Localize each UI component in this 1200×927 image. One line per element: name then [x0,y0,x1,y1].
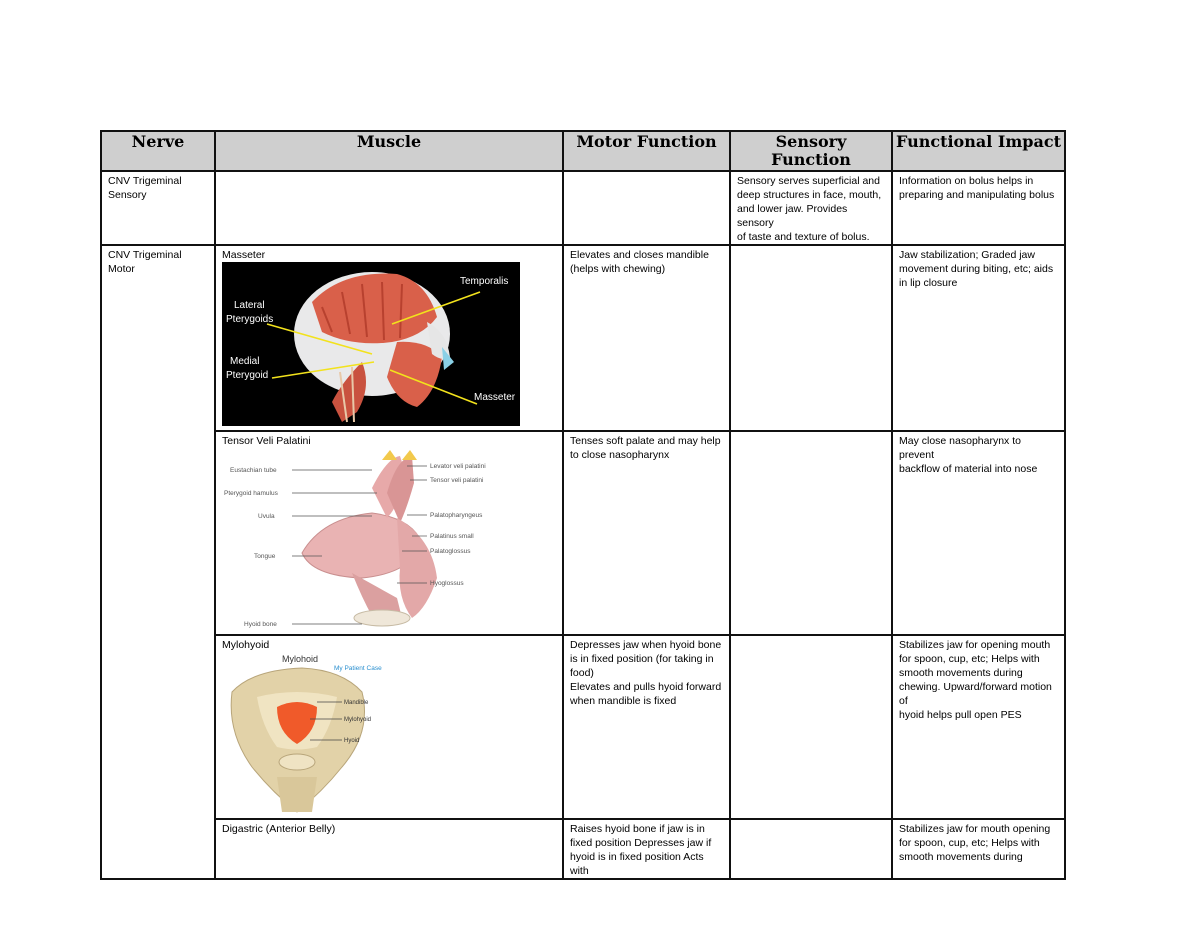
muscle-cell [215,819,563,879]
impact-text: Jaw stabilization; Graded jaw movement during biting, etc; aids in lip closure [899,249,1054,289]
label-palatopharyngeus: Palatopharyngeus [430,512,483,519]
impact-cell [892,635,1065,819]
impact-text: Information on bolus helps in preparing and manipulating bolus [899,175,1055,201]
tensor-veli-palatini-figure [222,448,512,630]
impact-text: Stabilizes jaw for mouth opening for spoon, cup, etc; Helps with smooth movements during [899,823,1051,863]
nerve-cell [101,245,215,879]
motor-cell [563,819,730,879]
table-row [101,171,1065,245]
brand-logo: My Patient Case [334,665,382,672]
label-hyoid: Hyoid [344,738,360,744]
impact-text: May close nasopharynx to prevent backflow of material into nose [899,435,1038,475]
label-palatoglossus: Palatoglossus [430,548,471,555]
label-hyoglossus: Hyoglossus [430,580,464,587]
header-row [101,131,1065,171]
sensory-cell [730,431,892,635]
muscle-cell [215,635,563,819]
label-levator-veli-palatini: Levator veli palatini [430,463,486,470]
muscle-cell [215,245,563,431]
motor-cell [563,431,730,635]
sensory-cell [730,635,892,819]
impact-text: Stabilizes jaw for opening mouth for spoon, cup, etc; Helps with smooth movements during chewing. Upward/forward motion of hyoid helps pull open PES [899,639,1052,721]
muscle-name: Tensor Veli Palatini [222,435,311,447]
label-pterygoid: Pterygoid [226,370,269,381]
mylohyoid-figure [222,652,422,814]
label-pterygoid-hamulus: Pterygoid hamulus [224,490,278,497]
sensory-cell [730,171,892,245]
label-uvula: Uvula [258,513,275,520]
header-motor-function: Motor Function [563,131,730,171]
table-row [101,819,1065,879]
header-functional-impact: Functional Impact [892,131,1065,171]
impact-cell [892,819,1065,879]
label-tongue: Tongue [254,553,276,560]
motor-cell [563,635,730,819]
header-muscle: Muscle [215,131,563,171]
figure-title: Mylohoid [282,654,319,664]
sensory-cell [730,819,892,879]
muscle-text: Digastric (Anterior Belly) [222,823,336,835]
label-mylohyoid: Mylohyoid [344,717,372,723]
masseter-figure [222,262,520,426]
impact-cell [892,431,1065,635]
motor-cell [563,171,730,245]
nerve-text: CNV Trigeminal Motor [108,249,182,275]
nerve-cell [101,171,215,245]
motor-text: Raises hyoid bone if jaw is in fixed position Depresses jaw if hyoid is in fixed position Acts with [570,823,712,877]
label-medial: Medial [230,356,260,367]
label-masseter: Masseter [474,392,516,403]
label-tensor-veli-palatini: Tensor veli palatini [430,477,484,484]
motor-text: Depresses jaw when hyoid bone is in fixed position (for taking in food) Elevates and pulls hyoid forward when mandible is fixed [570,639,722,707]
label-lateral: Lateral [234,300,265,311]
cranial-nerve-table [100,130,1066,880]
motor-text: Tenses soft palate and may help to close nasopharynx [570,435,721,461]
muscle-cell [215,431,563,635]
nerve-text: CNV Trigeminal Sensory [108,175,182,201]
label-hyoid-bone: Hyoid bone [244,621,277,628]
table-row [101,245,1065,431]
header-nerve: Nerve [101,131,215,171]
header-sensory-function: Sensory Function [730,131,892,171]
label-eustachian-tube: Eustachian tube [230,467,277,474]
label-pterygoids: Pterygoids [226,314,274,325]
sensory-cell [730,245,892,431]
motor-text: Elevates and closes mandible (helps with chewing) [570,249,709,275]
muscle-cell [215,171,563,245]
label-temporalis: Temporalis [460,276,509,287]
label-mandible: Mandible [344,700,369,706]
impact-cell [892,245,1065,431]
label-palatinus: Palatinus small [430,533,474,540]
table-row [101,635,1065,819]
table-row [101,431,1065,635]
muscle-name: Masseter [222,249,266,261]
impact-cell [892,171,1065,245]
muscle-name: Mylohyoid [222,639,270,651]
sensory-text: Sensory serves superficial and deep structures in face, mouth, and lower jaw. Provides sensory of taste and texture of bolus. [737,175,882,243]
motor-cell [563,245,730,431]
